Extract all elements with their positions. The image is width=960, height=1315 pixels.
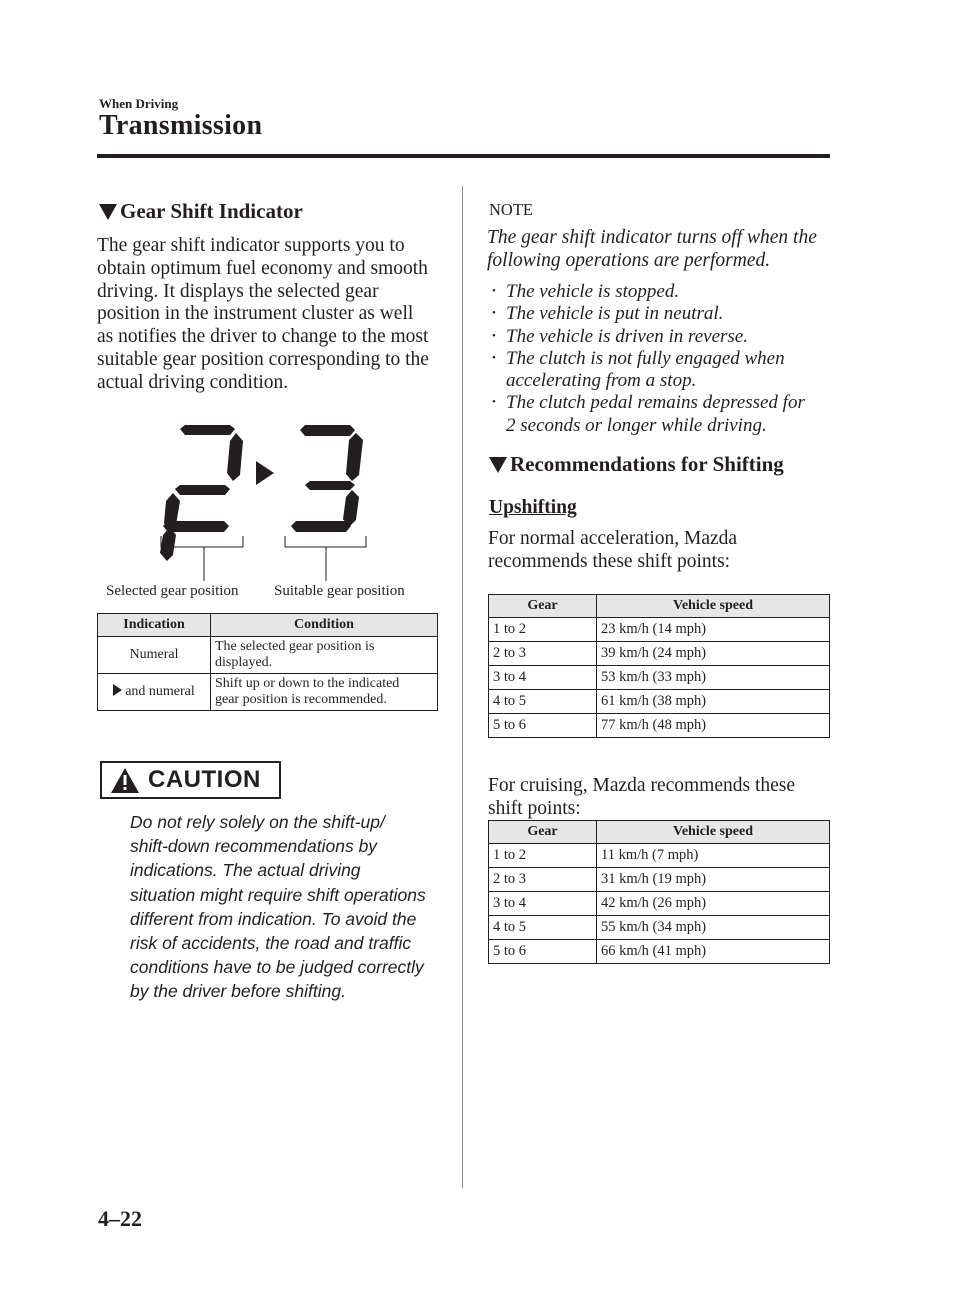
table-cell: 5 to 6 — [489, 940, 597, 964]
table-row — [489, 916, 830, 940]
gear-shift-indicator-body — [97, 235, 447, 395]
caution-line: conditions have to be judged correctly — [130, 957, 424, 978]
note-bullet-list — [487, 281, 837, 437]
table-header: Vehicle speed — [597, 595, 830, 618]
intro-line: For cruising, Mazda recommends these — [488, 775, 796, 796]
cell-line: The selected gear position is — [215, 639, 375, 654]
table-row — [489, 892, 830, 916]
note-intro — [487, 227, 837, 273]
cell-line: gear position is recommended. — [215, 692, 387, 707]
body-line: The gear shift indicator supports you to — [97, 235, 405, 256]
table-cell: 3 to 4 — [489, 892, 597, 916]
list-item — [487, 348, 837, 393]
note-line: The gear shift indicator turns off when the — [487, 227, 817, 248]
body-line: suitable gear position corresponding to the — [97, 348, 429, 370]
caution-line: risk of accidents, the road and traffic — [130, 933, 412, 954]
caution-box — [100, 761, 281, 799]
recommendations-heading-text: Recommendations for Shifting — [510, 452, 784, 476]
table-row — [489, 618, 830, 642]
table-cell — [211, 674, 438, 711]
table-row — [489, 940, 830, 964]
page-number: 4–22 — [98, 1206, 142, 1231]
upshifting-label: Upshifting — [489, 497, 577, 518]
list-item — [487, 281, 837, 303]
table-header-row — [489, 821, 830, 844]
normal-shift-table — [488, 594, 830, 738]
section-label: When Driving — [99, 96, 179, 111]
table-cell: 77 km/h (48 mph) — [597, 714, 830, 738]
body-line: actual driving condition. — [97, 371, 289, 393]
intro-line: shift points: — [488, 797, 581, 819]
caution-line: indications. The actual driving — [130, 860, 361, 881]
page-title: Transmission — [99, 110, 263, 141]
list-item — [487, 392, 837, 437]
body-line: position in the instrument cluster as well — [97, 303, 414, 325]
caution-label: CAUTION — [148, 766, 261, 793]
table-cell: 4 to 5 — [489, 690, 597, 714]
caution-text — [130, 810, 442, 1004]
suitable-gear-digit-3-icon — [291, 425, 363, 532]
selected-gear-digit-2-icon — [160, 425, 243, 561]
table-header: Gear — [489, 595, 597, 618]
suitable-gear-label: Suitable gear position — [274, 583, 405, 599]
shift-up-arrow-icon — [256, 461, 274, 485]
table-row — [489, 666, 830, 690]
table-header: Indication — [98, 614, 211, 637]
selected-gear-label: Selected gear position — [106, 583, 239, 599]
caution-line: different from indication. To avoid the — [130, 908, 417, 929]
section-triangle-icon — [99, 204, 117, 220]
table-cell: 42 km/h (26 mph) — [597, 892, 830, 916]
bullet-text: accelerating from a stop. — [506, 370, 697, 392]
caution-line: Do not rely solely on the shift-up/ — [130, 812, 385, 832]
table-cell: 53 km/h (33 mph) — [597, 666, 830, 690]
table-cell: Numeral — [98, 637, 211, 674]
recommendations-heading — [489, 452, 784, 477]
table-row — [489, 714, 830, 738]
note-label: NOTE — [489, 200, 533, 219]
cruise-intro — [488, 775, 795, 821]
bullet-text: The vehicle is stopped. — [506, 281, 680, 302]
table-cell: 11 km/h (7 mph) — [597, 844, 830, 868]
normal-intro — [488, 528, 737, 574]
cell-line: Shift up or down to the indicated — [215, 676, 400, 691]
arrow-icon — [113, 684, 122, 696]
intro-line: For normal acceleration, Mazda — [488, 528, 738, 549]
note-line: following operations are performed. — [487, 249, 771, 271]
table-cell: 1 to 2 — [489, 844, 597, 868]
gear-shift-indicator-heading-text: Gear Shift Indicator — [120, 199, 303, 223]
body-line: as notifies the driver to change to the most — [97, 326, 429, 348]
table-header: Gear — [489, 821, 597, 844]
bullet-text: • The clutch pedal remains depressed for — [506, 392, 805, 414]
table-header: Condition — [211, 614, 438, 637]
table-cell: 23 km/h (14 mph) — [597, 618, 830, 642]
column-divider — [462, 186, 463, 1188]
cell-line: displayed. — [215, 655, 273, 670]
caution-line: by the driver before shifting. — [130, 981, 346, 1002]
gear-shift-indicator-heading — [99, 199, 303, 224]
table-row — [489, 868, 830, 892]
table-cell: 66 km/h (41 mph) — [597, 940, 830, 964]
table-cell: 3 to 4 — [489, 666, 597, 690]
table-cell: 5 to 6 — [489, 714, 597, 738]
digit-2-bottom-segment — [163, 521, 229, 532]
table-cell: 31 km/h (19 mph) — [597, 868, 830, 892]
indication-text: and numeral — [125, 684, 195, 699]
table-cell: 4 to 5 — [489, 916, 597, 940]
table-cell — [211, 637, 438, 674]
bullet-text: The vehicle is put in neutral. — [506, 303, 724, 325]
table-row — [98, 674, 438, 711]
table-cell: 55 km/h (34 mph) — [597, 916, 830, 940]
body-line: driving. It displays the selected gear — [97, 280, 379, 302]
section-triangle-icon — [489, 457, 507, 473]
bullet-text: • The clutch is not fully engaged when — [506, 347, 785, 369]
table-row — [98, 637, 438, 674]
table-row — [489, 642, 830, 666]
bullet-text: 2 seconds or longer while driving. — [506, 414, 767, 436]
table-cell: 2 to 3 — [489, 642, 597, 666]
table-cell: 2 to 3 — [489, 868, 597, 892]
caution-line: shift-down recommendations by — [130, 836, 378, 857]
indication-table — [97, 613, 438, 711]
table-cell — [98, 674, 211, 711]
list-item — [487, 303, 837, 325]
table-cell: 1 to 2 — [489, 618, 597, 642]
table-cell: 61 km/h (38 mph) — [597, 690, 830, 714]
table-header-row — [489, 595, 830, 618]
warning-triangle-icon — [110, 767, 140, 794]
caution-line: situation might require shift operations — [130, 884, 426, 905]
table-row — [489, 690, 830, 714]
table-header: Vehicle speed — [597, 821, 830, 844]
label-leader-lines — [161, 536, 366, 581]
cruise-shift-table — [488, 820, 830, 964]
list-item — [487, 326, 837, 348]
table-header-row — [98, 614, 438, 637]
body-line: obtain optimum fuel economy and smooth — [97, 257, 428, 279]
intro-line: recommends these shift points: — [488, 550, 731, 572]
header-rule — [97, 154, 830, 158]
table-cell: 39 km/h (24 mph) — [597, 642, 830, 666]
bullet-text: The vehicle is driven in reverse. — [506, 325, 748, 347]
table-row — [489, 844, 830, 868]
